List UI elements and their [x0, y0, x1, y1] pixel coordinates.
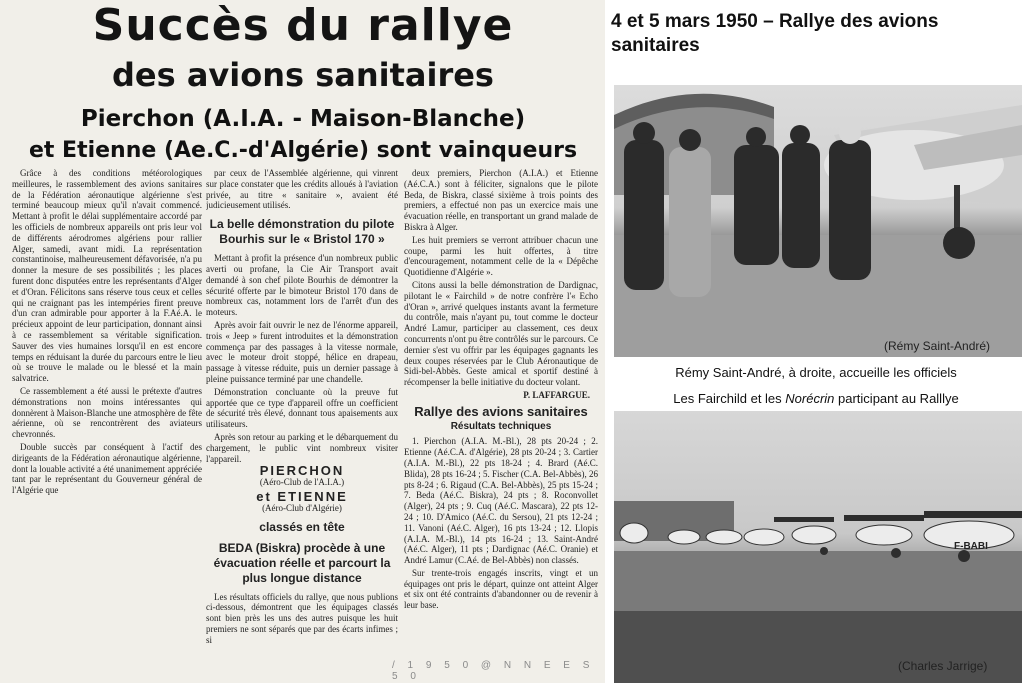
subheading-beda: BEDA (Biskra) procède à une évacuation réelle et parcourt la plus longue distance	[213, 540, 391, 585]
paragraph: Sur trente-trois engagés inscrits, vingt et un équipages ont pris le départ, quinze ont atteint Alger et six ont été contraints d'abandonner ou de revenir à leur base.	[404, 567, 598, 611]
paragraph: Mettant à profit la présence d'un nombreux public averti ou profane, la Cie Air Transport avait demandé à son chef pilote Bourhis de démontrer la sécurité offerte par le bimoteur Bristol 170 dans de nombreux cas, notamment lors de l'arrêt d'un des moteurs.	[206, 253, 398, 318]
paragraph: Les huit premiers se verront attribuer chacun une coupe, parmi les huit offertes, à titre d'encouragement, notamment celle de la « Dépêche Quotidienne d'Algérie ».	[404, 234, 598, 278]
winner-club-2: (Aéro-Club d'Algérie)	[262, 502, 342, 513]
caption-norecrin: Norécrin	[785, 391, 835, 406]
article-column-1	[12, 168, 202, 673]
headline-main: Succès du rallye	[92, 0, 514, 51]
photo-credit-2: (Charles Jarrige)	[898, 659, 988, 673]
paragraph: Grâce à des conditions météorologiques meilleures, le rassemblement des avions sanitaires de la Fédération aéronautique algérienne s'est terminé beaucoup mieux qu'il n'avait commencé. Mettant à profit le délai supplémentaire accordé par les officiels de nombreux appareils ont pris leur vol de différents aérodromes algériens pour rallier Alger, samedi, avant midi. La représentation constantinoise, malheureusement défavorisée, n'a pu donner la mesure de ses possibilités ; les places furent donc disputées entre les représentants d'Alger et d'Oran. Félicitons sans réserve tous ceux et celles qui ne craignant pas les intempéries firent preuve d'un cran admirable pour apporter à la F.Aé.A. le précieux appoint de leur participation, donnant ainsi à ce rassemblement sa véritable signification. Sauver des vies humaines lorsqu'il en est encore temps en réduisant la durée du parcours entre le lieu où se trouve le malade ou le blessé et la main salvatrice.	[12, 168, 202, 384]
paragraph: par ceux de l'Assemblée algérienne, qui vinrent sur place constater que les crédits alloués à l'aviation privée, au titre « sanitaire », avaient été judicieusement utilisés.	[206, 168, 398, 211]
paragraph: Citons aussi la belle démonstration de Dardignac, pilotant le « Fairchild » de notre confrère l'« Echo d'Oran », arrivé quelques instants avant la fermeture du contrôle, mais n'ayant pu, tout comme le docteur André Lamur, participer au classement, ces deux concurrents n'ont pu être contrôlés sur le parcours. Ce dernier s'est vu offrir par les équipages gagnants les deux coupes réservées par le Club Aéronautique de Sidi-bel-Abbès. Geste amical et sportif destiné à récompenser la belle initiative du docteur volant.	[404, 279, 598, 388]
caption-fairchild	[611, 391, 1021, 406]
headline-winners-1: Pierchon (A.I.A. - Maison-Blanche)	[80, 106, 526, 132]
caption-fairchild-text: Les Fairchild et les	[673, 391, 786, 406]
headline-winners-2: et Etienne (Ae.C.-d'Algérie) sont vainqueurs	[28, 138, 578, 163]
paragraph: Ce rassemblement a été aussi le prétexte d'autres démonstrations non moins intéressantes qui donnèrent à Maison-Blanche une atmosphère de fête aérienne, où se rencontrèrent des aviateurs chevronnés.	[12, 385, 202, 440]
winner-club-1: (Aéro-Club de l'A.I.A.)	[259, 477, 345, 488]
author-signature: P. LAFFARGUE.	[523, 389, 590, 400]
photo-aircraft-row	[614, 411, 1022, 683]
paragraph: Double succès par conséquent à l'actif des dirigeants de la Fédération aéronautique algérienne, dont la louable activité a été unanimement appréciée tant par le représentant du Gouverneur général de l'Algérie que	[12, 441, 202, 496]
paragraph: Après son retour au parking et le débarquement du chargement, le public vint nombreux visiter l'appareil.	[206, 431, 398, 464]
caption-officials: Rémy Saint-André, à droite, accueille les officiels	[675, 365, 957, 380]
photo-aircraft-illustration	[614, 411, 1022, 683]
article-column-2	[206, 168, 398, 673]
photo-officials-illustration	[614, 85, 1022, 357]
caption-fairchild-text-end: participant au Ralllye	[834, 391, 959, 406]
results-heading: Rallye des avions sanitaires	[414, 403, 588, 419]
article-column-3	[404, 168, 598, 673]
watermark: / 1 9 5 0 @ N N E E S 5 0	[392, 660, 595, 682]
photo-officials	[614, 85, 1022, 357]
results-list: 1. Pierchon (A.I.A. M.-Bl.), 28 pts 20-24 ; 2. Etienne (Aé.C.A. d'Algérie), 28 pts 20-24 ; 3. Cartier (A.I.A. M.-Bl.), 22 pts 18-24 ; 4. Brard (Aé.C. Blida), 28 pts 16-24 ; 5. Fischer (C.A. Bel-Abbès), 26 pts 8-24 ; 6. Rigaud (C.A. Bel-Abbès), 25 pts 15-24 ; 7. Beda (Aé.C. Biskra), 24 pts ; 8. Roconvollet (Alger), 24 pts ; 9. Cuq (Aé.C. Mascara), 22 pts 12-24 ; 10. D'Amico (Aé.C. du Sersou), 21 pts 12-24 ; 11. Vanoni (Aé.C. Alger), 16 pts 13-24 ; 12. Llopis (A.I.A. M.-Bl.), 14 pts 16-24 ; 13. Saint-André (Aé.C. Alger), 11 pts ; Dardignac (Aé.C. Oranie) et André Lamur (C.Aé. de Bel-Abbès) non classés.	[404, 436, 598, 566]
aircraft-registration: F-BABI	[954, 541, 988, 552]
paragraph: Après avoir fait ouvrir le nez de l'énorme appareil, trois « Jeep » furent introduites et la démonstration commença par des passages à la vitesse normale, avec le moteur droit stoppé, hélice en drapeau, passage à vitesse réduite, puis un dernier passage à pleine puissance terminé par une chandelle.	[206, 319, 398, 384]
paragraph: Les résultats officiels du rallye, que nous publions ci-dessous, démontrent que les équipages classés sont bien près les uns des autres puisque les huit premiers ne sont séparés que par des écarts infimes ; si	[206, 591, 398, 645]
paragraph: deux premiers, Pierchon (A.I.A.) et Etienne (Aé.C.A.) sont à féliciter, signalons que le pilote Beda, de Biskra, classé sixième à trois points des premiers, a effectué non pas un exercice mais une évacuation réelle, en transportant un grand malade de Biskra à Alger.	[404, 168, 598, 232]
results-subheading: Résultats techniques	[450, 420, 552, 432]
subheading-demonstration: La belle démonstration du pilote Bourhis sur le « Bristol 170 »	[209, 217, 395, 247]
headline-second: des avions sanitaires	[112, 56, 494, 94]
photo-credit-1: (Rémy Saint-André)	[884, 339, 991, 353]
page-title: 4 et 5 mars 1950 – Rallye des avions sanitaires	[611, 11, 939, 56]
winner-name-1: PIERCHON	[259, 463, 345, 479]
subheading-classes: classés en tête	[259, 519, 345, 534]
paragraph: Démonstration concluante où la preuve fut apportée que ce type d'appareil offre un coefficient de sécurité très élevé, donnant tous apaisements aux utilisateurs.	[206, 386, 398, 430]
winner-name-2: et ETIENNE	[256, 488, 348, 504]
